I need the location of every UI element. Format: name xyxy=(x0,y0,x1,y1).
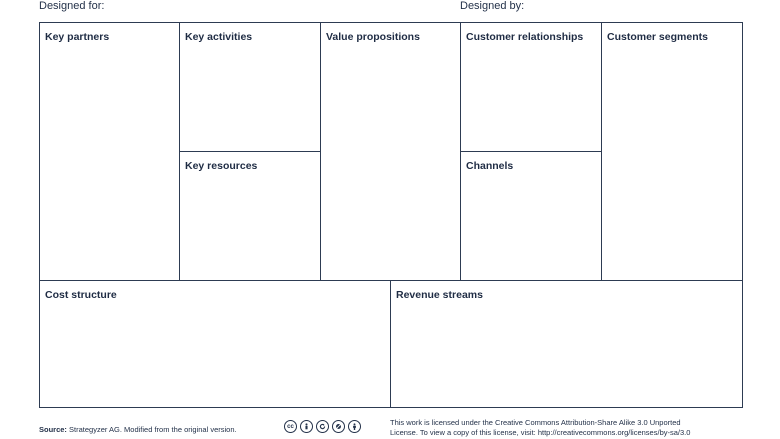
attribution-icon xyxy=(300,420,313,433)
creative-commons-icons xyxy=(284,420,361,433)
noncommercial-icon xyxy=(332,420,345,433)
channels-title: Channels xyxy=(466,160,514,172)
person-icon xyxy=(348,420,361,433)
source-text: Strategyzer AG. Modified from the original version. xyxy=(66,425,237,434)
customer-relationships-block xyxy=(461,23,602,152)
value-propositions-block xyxy=(321,23,461,280)
cc-icon: cc xyxy=(284,420,297,433)
key-resources-title: Key resources xyxy=(185,160,258,172)
value-propositions-title: Value propositions xyxy=(326,31,420,43)
customer-segments-block xyxy=(602,23,742,280)
source-label: Source: xyxy=(39,425,67,434)
customer-relationships-title: Customer relationships xyxy=(466,31,584,43)
key-activities-title: Key activities xyxy=(185,31,253,43)
license-text xyxy=(390,418,750,438)
revenue-streams-title: Revenue streams xyxy=(396,289,483,301)
key-partners-title: Key partners xyxy=(45,31,110,43)
license-line-1: This work is licensed under the Creative Commons Attribution-Share Alike 3.0 Unported xyxy=(390,418,681,427)
key-resources-block xyxy=(180,152,321,280)
business-model-canvas xyxy=(39,22,743,408)
cost-structure-title: Cost structure xyxy=(45,289,117,301)
key-activities-block xyxy=(180,23,321,152)
channels-block xyxy=(461,152,602,280)
source-note xyxy=(39,425,237,434)
customer-segments-title: Customer segments xyxy=(607,31,708,43)
designed-by-label: Designed by: xyxy=(460,0,525,12)
license-line-2: License. To view a copy of this license, visit: http://creativecommons.org/licenses/by-sa/3.0 xyxy=(390,428,691,437)
cost-structure-block xyxy=(40,280,391,407)
share-alike-icon xyxy=(316,420,329,433)
designed-for-label: Designed for: xyxy=(39,0,105,12)
key-partners-block xyxy=(40,23,180,280)
revenue-streams-block xyxy=(391,280,742,407)
